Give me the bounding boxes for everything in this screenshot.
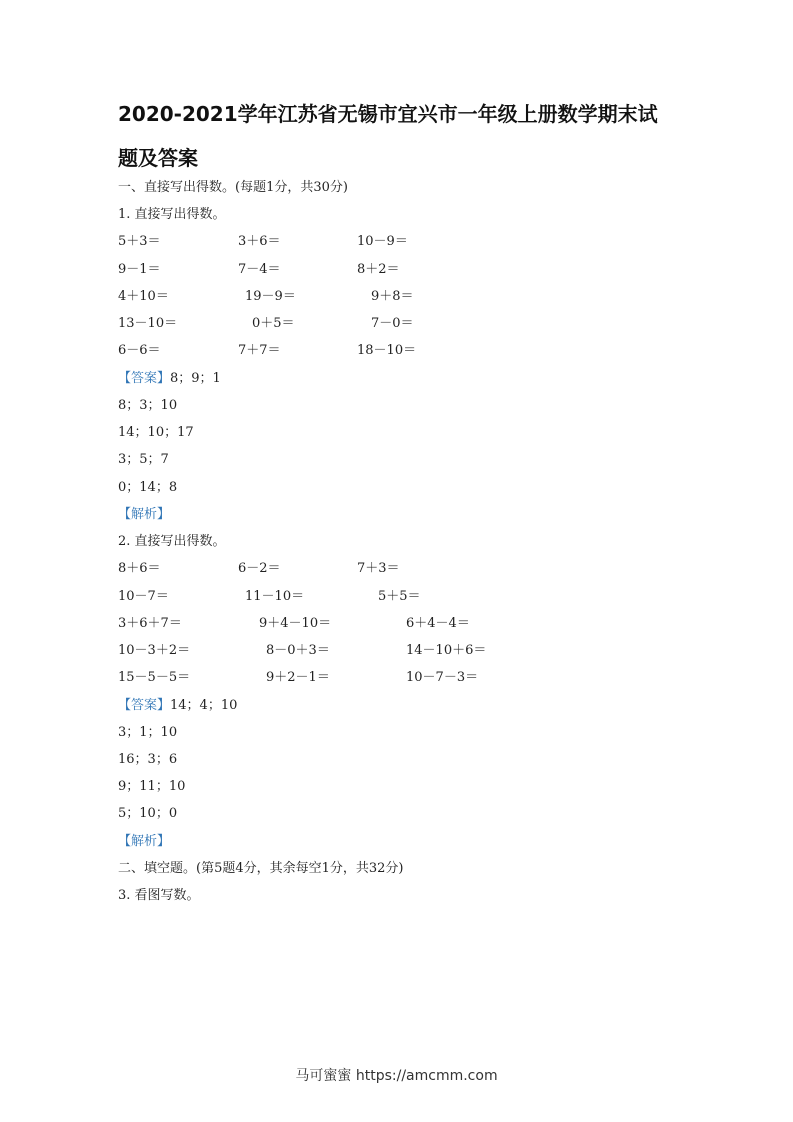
q1-answer-5: 0；14；8 (118, 480, 178, 495)
q2-answer-5: 5；10；0 (118, 806, 178, 821)
q2-r4-c2: 8－0＋3＝ (266, 643, 330, 658)
q1-r3-c2: 19－9＝ (245, 289, 296, 304)
q2-r5-c1: 15－5－5＝ (118, 670, 191, 685)
q2-r2-c1: 10－7＝ (118, 589, 169, 604)
q2-r2-c2: 11－10＝ (245, 589, 305, 604)
footer-watermark: 马可蜜蜜 https://amcmm.com (295, 1068, 498, 1084)
question-2-heading: 2. 直接写出得数。 (118, 534, 226, 549)
q1-r1-c3: 10－9＝ (357, 234, 408, 249)
q1-answer-line-1 (118, 371, 221, 387)
q1-r4-c1: 13－10＝ (118, 316, 178, 331)
q1-answer-2: 8；3；10 (118, 398, 178, 413)
page-title-line-2: 题及答案 (118, 146, 198, 170)
q1-r2-c2: 7－4＝ (238, 262, 281, 277)
q1-r4-c3: 7－0＝ (371, 316, 414, 331)
q1-analysis-tag: 【解析】 (118, 507, 171, 522)
question-3-heading: 3. 看图写数。 (118, 888, 200, 903)
q2-r5-c3: 10－7－3＝ (406, 670, 479, 685)
q1-r2-c3: 8＋2＝ (357, 262, 400, 277)
q1-r4-c2: 0＋5＝ (252, 316, 295, 331)
q1-answer-3: 14；10；17 (118, 425, 194, 440)
q2-r5-c2: 9＋2－1＝ (266, 670, 330, 685)
q2-r3-c2: 9＋4－10＝ (259, 616, 332, 631)
q1-r5-c3: 18－10＝ (357, 343, 417, 358)
q1-answer-1: 8；9；1 (170, 371, 221, 386)
q2-r4-c3: 14－10＋6＝ (406, 643, 487, 658)
q2-r3-c1: 3＋6＋7＝ (118, 616, 182, 631)
q2-answer-4: 9；11；10 (118, 779, 186, 794)
q1-r5-c2: 7＋7＝ (238, 343, 281, 358)
q2-r4-c1: 10－3＋2＝ (118, 643, 191, 658)
question-1-heading: 1. 直接写出得数。 (118, 207, 226, 222)
q1-r3-c3: 9＋8＝ (371, 289, 414, 304)
q2-answer-3: 16；3；6 (118, 752, 178, 767)
q2-answer-line-1 (118, 698, 237, 714)
q2-answer-2: 3；1；10 (118, 725, 178, 740)
q2-r3-c3: 6＋4－4＝ (406, 616, 470, 631)
q1-r1-c1: 5＋3＝ (118, 234, 161, 249)
q1-r5-c1: 6－6＝ (118, 343, 161, 358)
q1-r3-c1: 4＋10＝ (118, 289, 169, 304)
q2-analysis-tag: 【解析】 (118, 834, 171, 849)
q2-r1-c3: 7＋3＝ (357, 561, 400, 576)
section-1-heading: 一、直接写出得数。(每题1分，共30分) (118, 180, 348, 195)
q1-answer-4: 3；5；7 (118, 452, 169, 467)
answer-tag: 【答案】 (118, 698, 171, 713)
section-2-heading: 二、填空题。(第5题4分，其余每空1分，共32分) (118, 861, 404, 876)
answer-tag: 【答案】 (118, 371, 171, 386)
q2-answer-1: 14；4；10 (170, 698, 238, 713)
q2-r1-c2: 6－2＝ (238, 561, 281, 576)
q2-r2-c3: 5＋5＝ (378, 589, 421, 604)
q1-r1-c2: 3＋6＝ (238, 234, 281, 249)
q1-r2-c1: 9－1＝ (118, 262, 161, 277)
q2-r1-c1: 8＋6＝ (118, 561, 161, 576)
page-title-line-1: 2020-2021学年江苏省无锡市宜兴市一年级上册数学期末试 (118, 102, 658, 126)
